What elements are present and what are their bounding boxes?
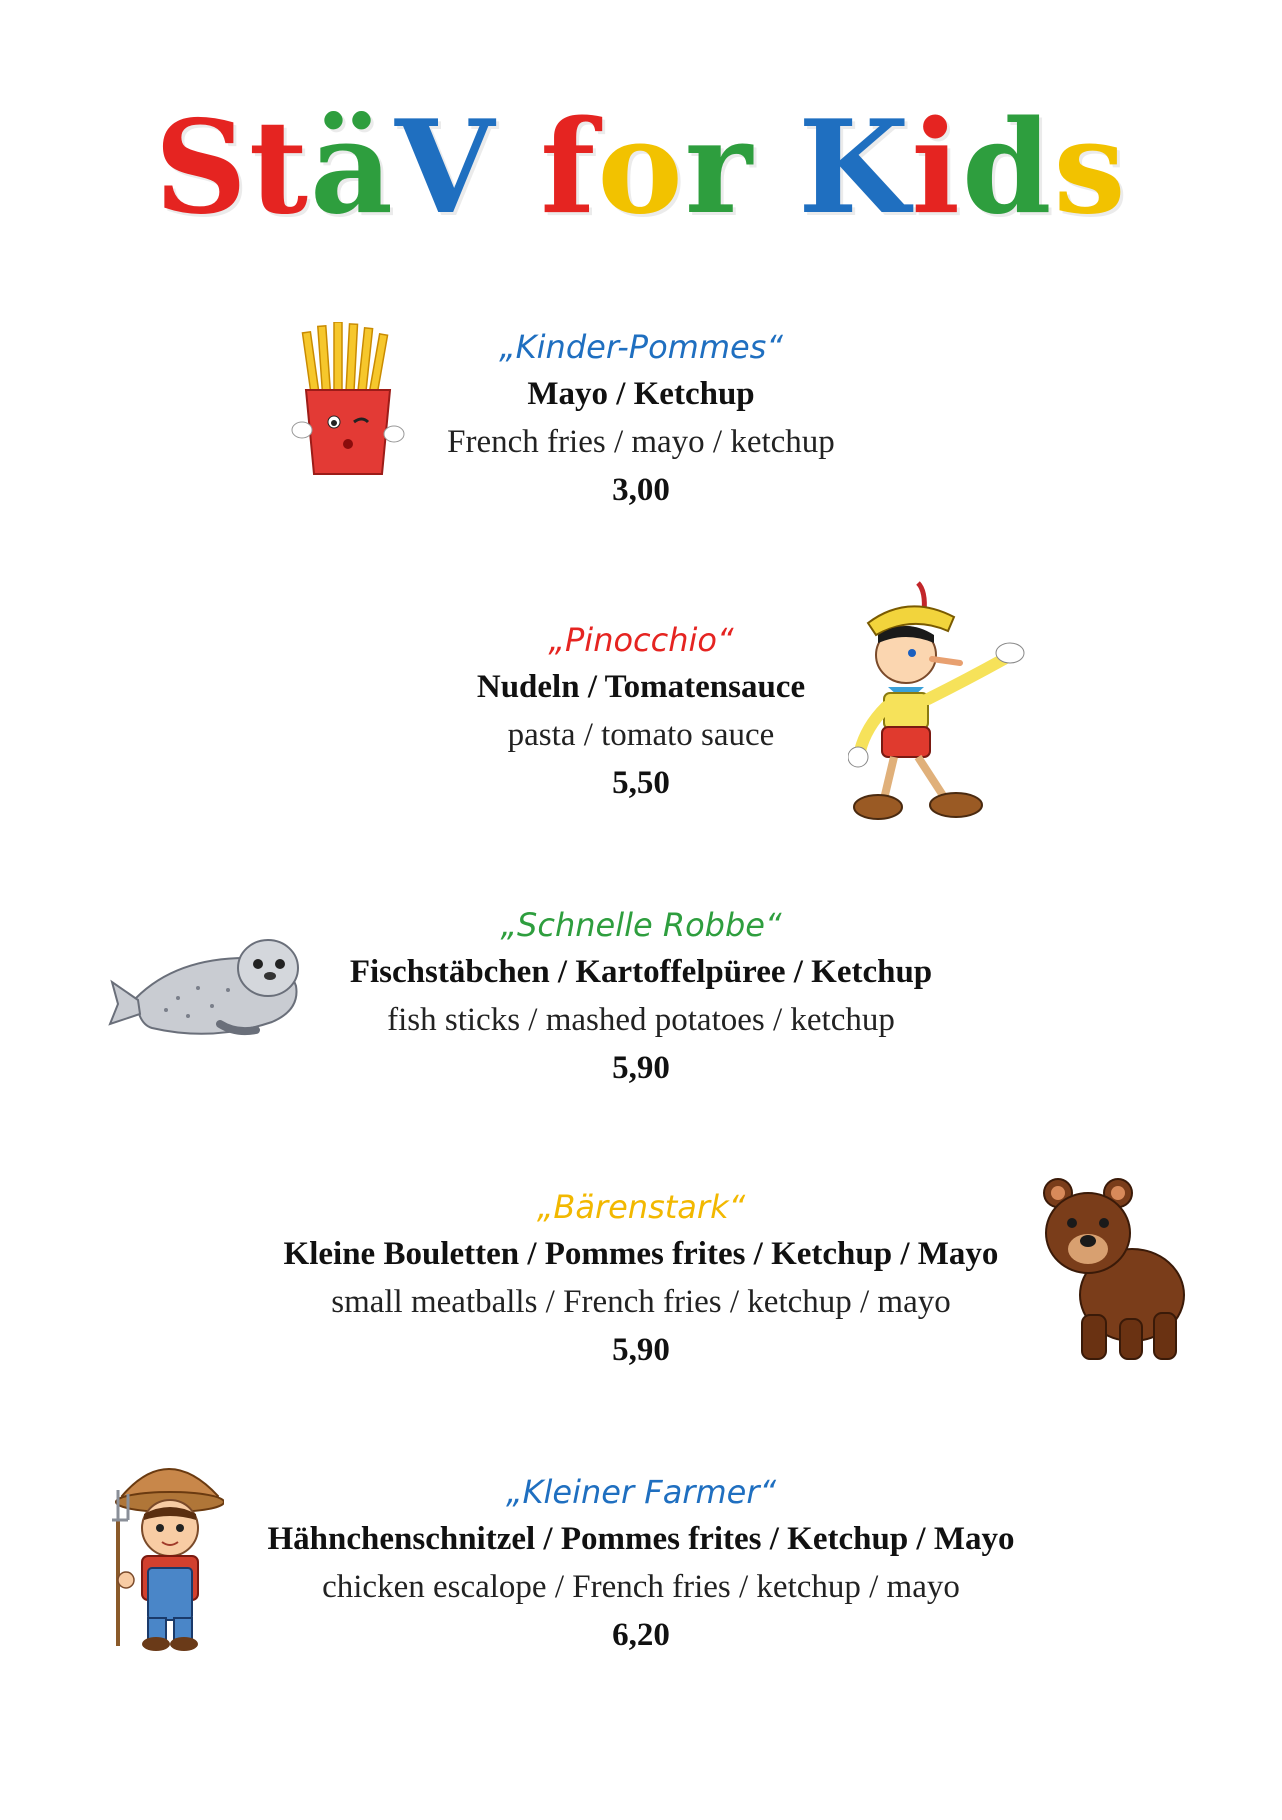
title-letter: V <box>394 93 497 243</box>
title-letter: S <box>154 93 249 243</box>
item-name: „Pinocchio“ <box>548 621 734 659</box>
bear-icon <box>1040 1175 1192 1365</box>
item-description-en: fish sticks / mashed potatoes / ketchup <box>387 1002 895 1038</box>
title-letter: d <box>962 93 1054 243</box>
item-price: 5,90 <box>612 1332 670 1368</box>
title-letter: ä <box>310 93 395 243</box>
farmer-boy-icon <box>112 1450 224 1655</box>
item-description-en: chicken escalope / French fries / ketchup / mayo <box>322 1569 960 1605</box>
item-name: „Bärenstark“ <box>536 1188 746 1226</box>
title-letter: s <box>1053 93 1128 243</box>
item-description-en: small meatballs / French fries / ketchup / mayo <box>331 1284 951 1320</box>
title-letter: K <box>798 93 912 243</box>
title-letter: o <box>597 93 685 243</box>
title-letter: r <box>684 93 755 243</box>
menu-item-kinder-pommes <box>0 325 1282 515</box>
item-price: 3,00 <box>612 472 670 508</box>
item-description-de: Mayo / Ketchup <box>527 376 755 412</box>
item-name: „Schnelle Robbe“ <box>500 906 782 944</box>
title-letter: f <box>540 93 598 243</box>
item-price: 5,50 <box>612 765 670 801</box>
page-title <box>0 93 1282 243</box>
item-description-en: pasta / tomato sauce <box>507 717 775 753</box>
french-fries-icon <box>288 322 408 482</box>
seal-icon <box>108 928 308 1048</box>
menu-item-pinocchio <box>0 618 1282 808</box>
item-name: „Kinder-Pommes“ <box>499 328 783 366</box>
pinocchio-icon <box>848 575 1038 825</box>
item-description-de: Nudeln / Tomatensauce <box>476 669 806 705</box>
item-description-de: Hähnchenschnitzel / Pommes frites / Ketchup / Mayo <box>267 1521 1015 1557</box>
item-name: „Kleiner Farmer“ <box>505 1473 777 1511</box>
item-price: 5,90 <box>612 1050 670 1086</box>
title-letter: t <box>248 93 310 243</box>
item-description-en: French fries / mayo / ketchup <box>447 424 835 460</box>
item-description-de: Kleine Bouletten / Pommes frites / Ketchup / Mayo <box>283 1236 999 1272</box>
title-letter: i <box>911 93 962 243</box>
item-price: 6,20 <box>612 1617 670 1653</box>
item-description-de: Fischstäbchen / Kartoffelpüree / Ketchup <box>349 954 933 990</box>
